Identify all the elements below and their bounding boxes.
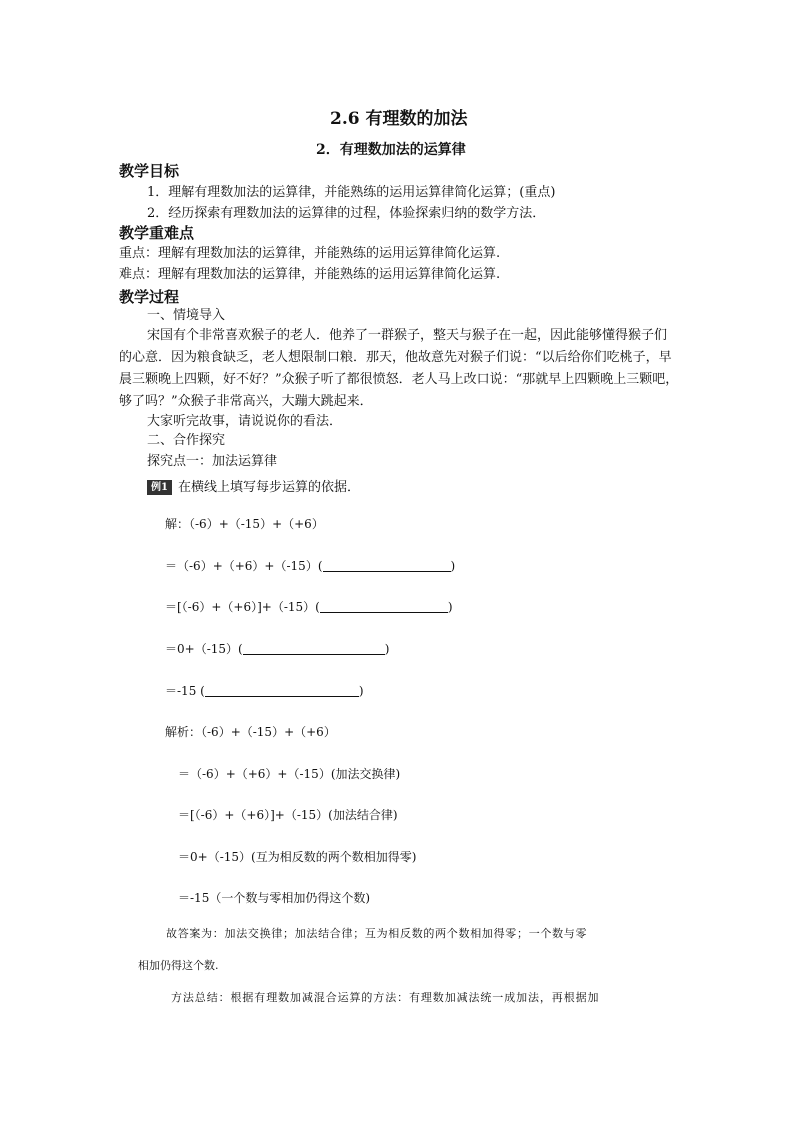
- story-paragraph: 宋国有个非常喜欢猴子的老人．他养了一群猴子，整天与猴子在一起，因此能够懂得猴子们的心意．因为粮食缺乏，老人想限制口粮．那天，他故意先对猴子们说：“以后给你们吃桃子，早晨三颗晚上四颗，好不好？”众猴子听了都很愤怒．老人马上改口说：“那就早上四颗晚上三颗吧，够了吗？”众猴子非常高兴，大蹦大跳起来．: [119, 328, 679, 409]
- key-focus: 重点：理解有理数加法的运算律，并能熟练的运用运算律简化运算.: [119, 246, 501, 261]
- example-question: [147, 478, 360, 498]
- answer-summary-line-2: 相加仍得这个数.: [138, 959, 219, 972]
- solution-step-1: ＝（-6）+（+6）+（-15）( ): [165, 559, 456, 573]
- goal-item-2: 2．经历探索有理数加法的运算律的过程，体验探索归纳的数学方法．: [147, 206, 546, 221]
- process-heading: 教学过程: [119, 288, 180, 306]
- goal-item-1: 1．理解有理数加法的运算律，并能熟练的运用运算律简化运算；(重点): [147, 185, 556, 200]
- explore-point-1: 探究点一：加法运算律: [147, 454, 278, 469]
- analysis-step-3: ＝0+（-15）(互为相反数的两个数相加得零): [178, 850, 417, 864]
- key-difficulty: 难点：理解有理数加法的运算律，并能熟练的运用运算律简化运算.: [119, 267, 501, 282]
- section-intro-heading: 一、情境导入: [147, 308, 226, 323]
- goals-heading: 教学目标: [119, 162, 180, 180]
- answer-blank-2[interactable]: [320, 600, 448, 613]
- section-explore-heading: 二、合作探究: [147, 433, 226, 448]
- analysis-lead: 解析：（-6）+（-15）+（+6）: [165, 725, 336, 739]
- method-summary: 方法总结：根据有理数加减混合运算的方法：有理数加减法统一成加法，再根据加: [171, 991, 600, 1004]
- analysis-step-4: ＝-15（一个数与零相加仍得这个数): [178, 891, 371, 905]
- example-question-text: 在横线上填写每步运算的依据．: [177, 480, 360, 495]
- solution-step-4: ＝-15 ( ): [165, 684, 364, 698]
- answer-blank-4[interactable]: [205, 684, 359, 697]
- discussion-prompt: 大家听完故事，请说说你的看法．: [147, 414, 343, 429]
- solution-step-2: ＝[（-6）+（+6）]+（-15）( ): [165, 600, 453, 614]
- answer-summary-line-1: 故答案为：加法交换律；加法结合律；互为相反数的两个数相加得零；一个数与零: [166, 927, 588, 940]
- solution-step-3: ＝0+（-15）( ): [165, 642, 390, 656]
- answer-blank-3[interactable]: [243, 642, 385, 655]
- answer-blank-1[interactable]: [323, 559, 451, 572]
- page-subtitle: 2．有理数加法的运算律: [316, 142, 466, 158]
- analysis-step-2: ＝[（-6）+（+6）]+（-15）(加法结合律): [178, 808, 398, 822]
- example-badge: 例1: [147, 480, 172, 495]
- keypoints-heading: 教学重难点: [119, 224, 195, 242]
- analysis-step-1: ＝（-6）+（+6）+（-15）(加法交换律): [178, 767, 401, 781]
- solution-step-0: 解：（-6）+（-15）+（+6）: [165, 517, 324, 531]
- page-title: 2.6 有理数的加法: [330, 109, 468, 129]
